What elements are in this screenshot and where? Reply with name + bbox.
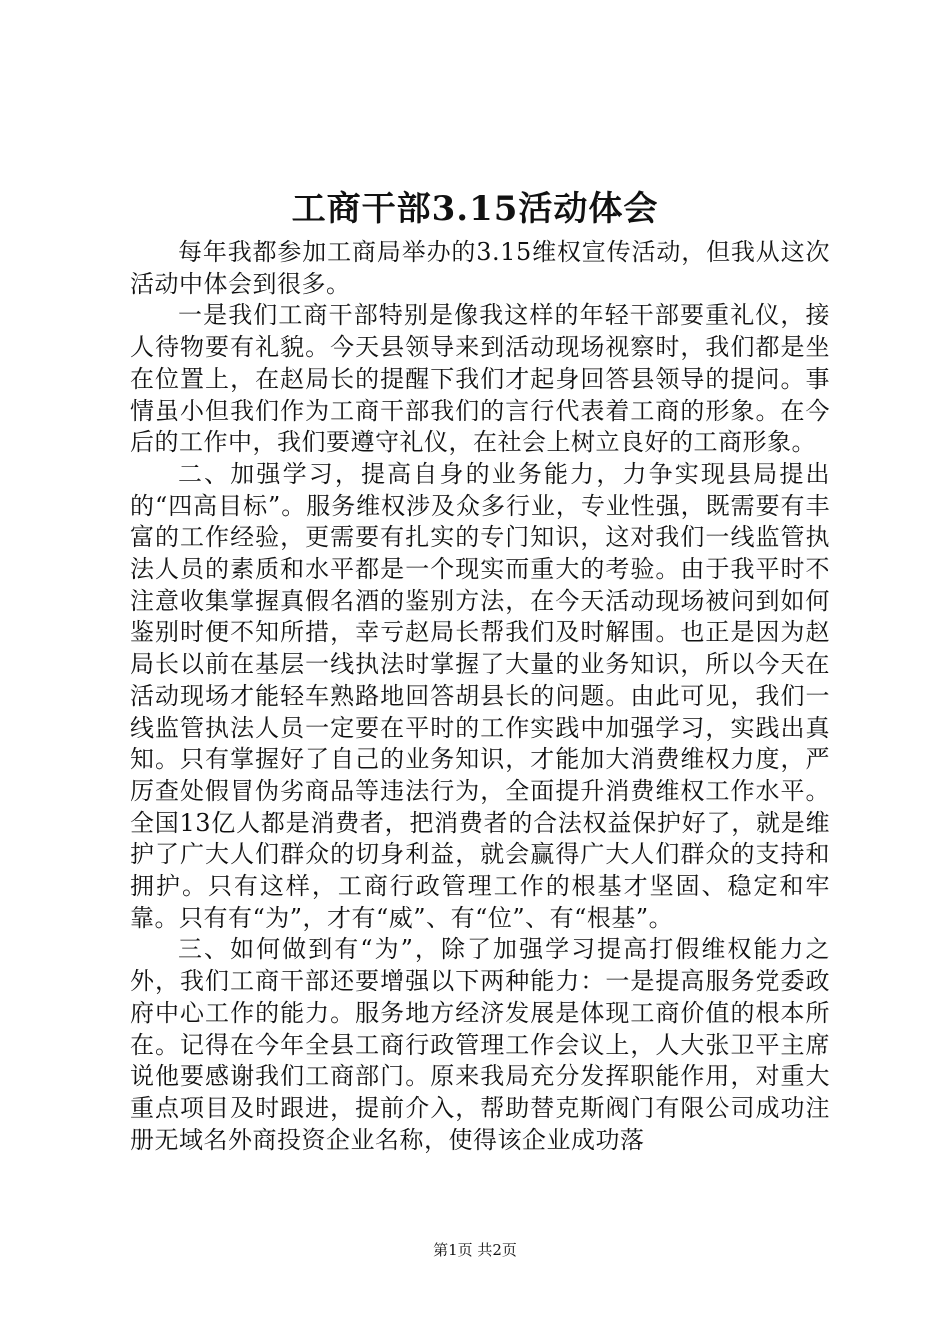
document-body (130, 237, 830, 1156)
page-footer: 第1页 共2页 (433, 1241, 517, 1259)
document-title: 工商干部3.15活动体会 (291, 189, 659, 229)
paragraph-1: 每年我都参加工商局举办的3.15维权宣传活动，但我从这次活动中体会到很多。 (130, 238, 830, 298)
paragraph-4: 三、如何做到有“为”，除了加强学习提高打假维权能力之外，我们工商干部还要增强以下两种能力：一是提高服务党委政府中心工作的能力。服务地方经济发展是体现工商价值的根本所在。记得在今年全县工商行政管理工作会议上，人大张卫平主席说他要感谢我们工商部门。原来我局充分发挥职能作用，对重大重点项目及时跟进，提前介入，帮助替克斯阀门有限公司成功注册无域名外商投资企业名称，使得该企业成功落 (130, 935, 830, 1154)
paragraph-3: 二、加强学习，提高自身的业务能力，力争实现县局提出的“四高目标”。服务维权涉及众多行业，专业性强，既需要有丰富的工作经验，更需要有扎实的专门知识，这对我们一线监管执法人员的素质和水平都是一个现实而重大的考验。由于我平时不注意收集掌握真假名酒的鉴别方法，在今天活动现场被问到如何鉴别时便不知所措，幸亏赵局长帮我们及时解围。也正是因为赵局长以前在基层一线执法时掌握了大量的业务知识，所以今天在活动现场才能轻车熟路地回答胡县长的问题。由此可见，我们一线监管执法人员一定要在平时的工作实践中加强学习，实践出真知。只有掌握好了自己的业务知识，才能加大消费维权力度，严厉查处假冒伪劣商品等违法行为，全面提升消费维权工作水平。全国13亿人都是消费者，把消费者的合法权益保护好了，就是维护了广大人们群众的切身利益，就会赢得广大人们群众的支持和拥护。只有这样，工商行政管理工作的根基才坚固、稳定和牢靠。只有有“为”，才有“威”、有“位”、有“根基”。 (130, 459, 830, 932)
paragraph-2: 一是我们工商干部特别是像我这样的年轻干部要重礼仪，接人待物要有礼貌。今天县领导来到活动现场视察时，我们都是坐在位置上，在赵局长的提醒下我们才起身回答县领导的提问。事情虽小但我们作为工商干部我们的言行代表着工商的形象。在今后的工作中，我们要遵守礼仪，在社会上树立良好的工商形象。 (130, 301, 830, 457)
